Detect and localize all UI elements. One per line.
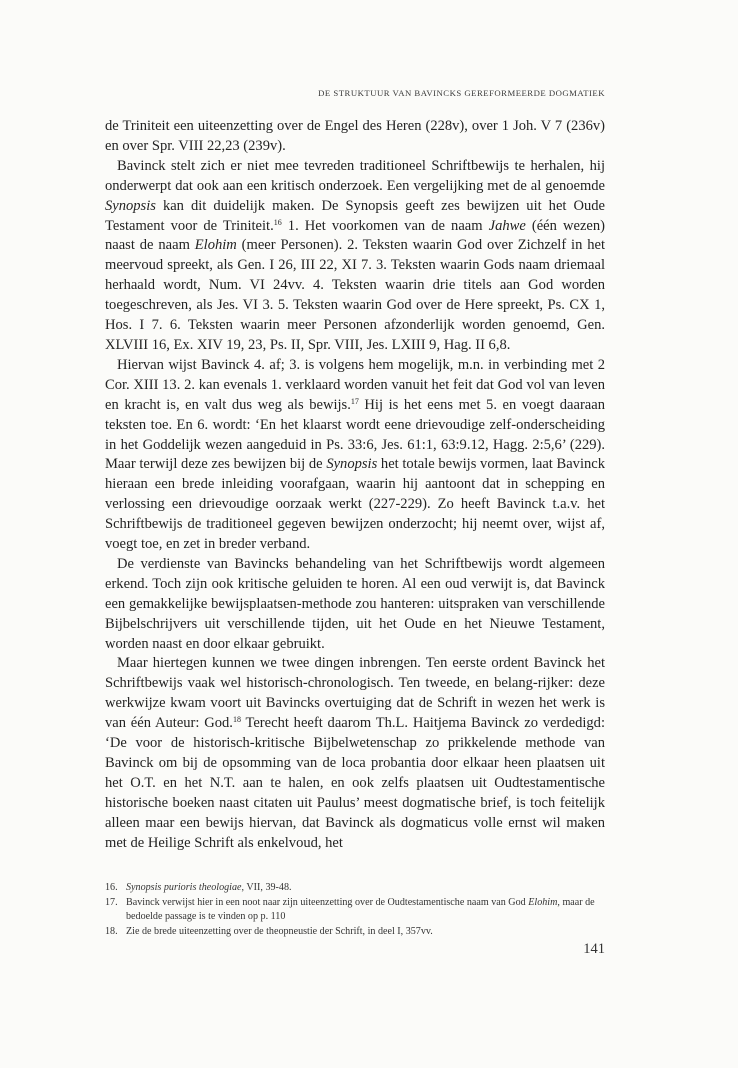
paragraph-3 [105, 356, 605, 555]
footnote-ref-18: 18 [232, 715, 241, 725]
footnote-text-d: , maar de bedoelde passage is te vinden op p. 110 [126, 896, 595, 923]
footnote-18 [105, 925, 605, 940]
paragraph-3-synopsis: Synopsis [326, 456, 378, 473]
paragraph-3-text-e: het totale bewijs vormen, laat Bavinck hieraan een brede inleiding voorafgaan, waarin hij aantoont dat in schepping en verlossing een drievoudige oorzaak werkt (227-229). Zo heeft Bavinck t.a.v. het Schriftbewijs de traditioneel gegeven bewijzen onderzocht; hij neemt over, wijst af, voegt toe, en zet in breder verband. [105, 456, 605, 553]
footnote-italic-elohim: Elohim [528, 896, 558, 908]
footnote-text [126, 896, 605, 925]
paragraph-3-text-c: Hij is het eens met 5. en voegt daaraan teksten toe. En 6. wordt: ‘En het klaarst wordt eene drievoudige zelf-onderscheiding in het Goddelijk wezen aangeduid in Ps. 33:6, Jes. 61:1, 63:9.12, Hagg. 2:5,6’ (229). Maar terwijl deze zes bewijzen bij de [105, 396, 605, 473]
paragraph-5-text-a: Maar hiertegen kunnen we twee dingen inbrengen. Ten eerste ordent Bavinck het Schriftbewijs vaak wel historisch-chronologisch. Ten tweede, en belang-rijker: deze werkwijze kwam voort uit Bavincks overtuiging dat de Schrift in wezen het werk is van één Auteur: God. [105, 655, 605, 732]
paragraph-2 [105, 157, 605, 356]
paragraph-2-elohim: Elohim [194, 237, 237, 254]
paragraph-2-text-e: 1. Het voorkomen van de naam [281, 217, 489, 234]
footnote-text: Zie de brede uiteenzetting over de theopneustie der Schrift, in deel I, 357vv. [126, 925, 433, 937]
paragraph-2-text-g: (één wezen) naast de naam [105, 217, 605, 254]
footnote-number: 16. [105, 882, 118, 893]
footnote-16 [105, 881, 605, 896]
page-number: 141 [583, 941, 605, 957]
footnote-ref-16: 16 [273, 217, 282, 227]
body-text [105, 117, 605, 854]
footnote-17 [105, 896, 605, 925]
paragraph-2-text-a: Bavinck stelt zich er niet mee tevreden traditioneel Schriftbewijs te herhalen, hij onderwerpt dat ook aan een kritisch onderzoek. Een vergelijking met de al genoemde [105, 157, 605, 194]
footnote-text [126, 881, 605, 896]
paragraph-2-jahwe: Jahwe [488, 217, 526, 234]
paragraph-1: de Triniteit een uiteenzetting over de Engel des Heren (228v), over 1 Joh. V 7 (236v) en over Spr. VIII 22,23 (239v). [105, 118, 605, 154]
paragraph-2-synopsis: Synopsis [105, 197, 156, 214]
footnote-number: 18. [105, 925, 118, 937]
paragraph-5-text-c: Terecht heeft daarom Th.L. Haitjema Bavinck zo verdedigd: ‘De voor de historisch-kritische Bijbelwetenschap zo prikkelende methode van Bavinck om bij de opsomming van de loca probantia door elkaar heen plaatsen uit het O.T. en het N.T. aan te halen, en ook zelfs plaatsen uit Oudtestamentische historische boeken naast citaten uit Paulus’ meest dogmatische brief, is toch feitelijk alleen maar een bewijs hiervan, dat Bavinck als dogmaticus volle ernst wil maken met de Heilige Schrift als enkelvoud, het [105, 715, 605, 851]
footnote-text-b: Bavinck verwijst hier in een noot naar zijn uiteenzetting over de Oudtestamentische naam van God [126, 896, 529, 908]
footnote-italic-title: Synopsis purioris theologiae [126, 882, 242, 893]
footnotes [105, 881, 605, 939]
paragraph-5 [105, 654, 605, 853]
paragraph-2-text-i: (meer Personen). 2. Teksten waarin God over Zichzelf in het meervoud spreekt, als Gen. I 26, III 22, XI 7. 3. Teksten waarin Gods naam driemaal herhaald wordt, Num. VI 24vv. 4. Teksten waarin drie titels aan God worden toegeschreven, als Jes. VI 3. 5. Teksten waarin God over de Here spreekt, Ps. CX 1, Hos. I 7. 6. Teksten waarin meer Personen afzonderlijk worden genoemd, Gen. XLVIII 16, Ex. XIV 19, 23, Ps. II, Spr. VIII, Jes. LXIII 9, Hag. II 6,8. [105, 237, 606, 353]
footnote-number: 17. [105, 896, 118, 908]
paragraph-2-text-c: kan dit duidelijk maken. De Synopsis geeft zes bewijzen uit het Oude Testament voor de Triniteit. [105, 197, 605, 234]
paragraph-4: De verdienste van Bavincks behandeling van het Schriftbewijs wordt algemeen erkend. Toch zijn ook kritische geluiden te horen. Al een oud verwijt is, dat Bavinck een gemakkelijke bewijsplaatsen-methode zou hanteren: uitspraken van verschillende Bijbelschrijvers uit verschillende tijden, uit het Oude en het Nieuwe Testament, worden naast en door elkaar gebruikt. [105, 555, 605, 652]
footnote-ref-17: 17 [350, 396, 359, 406]
running-header: DE STRUKTUUR VAN BAVINCKS GEREFORMEERDE DOGMATIEK [318, 88, 605, 98]
footnote-text-b: , VII, 39-48. [241, 882, 292, 893]
paragraph-3-text-a: Hiervan wijst Bavinck 4. af; 3. is volgens hem mogelijk, m.n. in verbinding met 2 Cor. XIII 13. 2. kan evenals 1. verklaard worden vanuit het feit dat God vol van leven en kracht is, en valt dus weg als bewijs. [105, 356, 605, 413]
